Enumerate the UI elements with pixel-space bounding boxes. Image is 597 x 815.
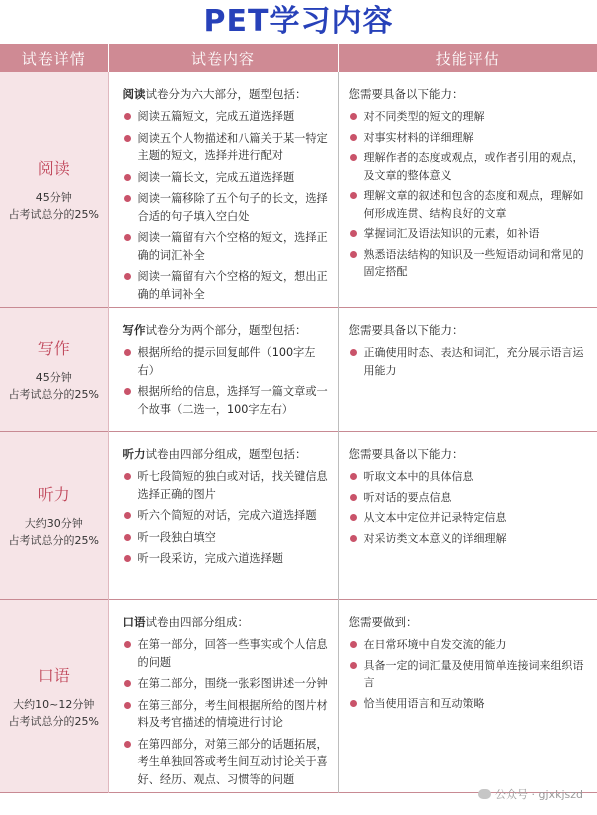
content-intro-title: 听力 [122, 447, 146, 461]
content-item: 阅读五篇短文，完成五道选择题 [123, 108, 332, 126]
skills-intro: 您需要做到： [348, 615, 418, 629]
table-header-row [0, 44, 597, 72]
skills-list [349, 108, 590, 281]
content-intro-text: 试卷由四部分组成，题型包括： [145, 447, 307, 461]
content-item: 在第一部分，回答一些事实或个人信息的问题 [123, 636, 332, 671]
content-item: 根据所给的信息，选择写一篇文章或一个故事（二选一，100字左右） [123, 383, 332, 418]
skill-item: 理解作者的态度或观点，或作者引用的观点，及文章的整体意义 [349, 149, 590, 184]
section-content [108, 72, 338, 308]
section-duration: 大约10~12分钟 [13, 697, 95, 711]
section-content [108, 308, 338, 432]
content-item: 听一段独白填空 [123, 529, 332, 547]
content-item: 听六个简短的对话，完成六道选择题 [123, 507, 332, 525]
watermark-text: 公众号 · gjxkjszd [495, 788, 583, 801]
skill-item: 从文本中定位并记录特定信息 [349, 509, 590, 527]
section-percent: 占考试总分的25% [8, 714, 99, 728]
section-content [108, 600, 338, 793]
content-intro [123, 322, 332, 339]
section-percent: 占考试总分的25% [8, 208, 99, 221]
section-details [0, 72, 108, 308]
section-skills [338, 432, 597, 600]
section-duration: 45分钟 [35, 191, 72, 204]
section-details [0, 432, 108, 600]
content-intro-title: 口语 [122, 615, 146, 629]
section-duration: 45分钟 [35, 371, 72, 384]
content-list [123, 636, 332, 788]
section-name: 阅读 [37, 159, 70, 178]
section-details [0, 308, 108, 432]
content-item: 阅读一篇留有六个空格的短文，想出正确的单词补全 [123, 268, 332, 303]
content-item: 听七段简短的独白或对话，找关键信息选择正确的图片 [123, 468, 332, 503]
skill-item: 对采访类文本意义的详细理解 [349, 530, 590, 548]
content-item: 在第四部分，对第三部分的话题拓展，考生单独回答或考生间互动讨论关于喜好、经历、观点、习惯等的问题 [123, 736, 332, 789]
section-row-writing [0, 308, 597, 432]
content-item: 在第三部分，考生间根据所给的图片材料及考官描述的情境进行讨论 [123, 697, 332, 732]
content-intro [123, 614, 332, 631]
section-skills [338, 600, 597, 793]
content-item: 听一段采访，完成六道选择题 [123, 550, 332, 568]
section-skills [338, 72, 597, 308]
skills-intro: 您需要具备以下能力： [348, 447, 464, 461]
content-intro-title: 阅读 [122, 87, 146, 101]
content-intro [123, 86, 332, 103]
page-title: PET学习内容 [203, 4, 394, 39]
skills-intro: 您需要具备以下能力： [348, 323, 464, 337]
content-item: 阅读一篇移除了五个句子的长文，选择合适的句子填入空白处 [123, 190, 332, 225]
content-intro [123, 446, 332, 463]
skills-intro: 您需要具备以下能力： [348, 87, 464, 101]
wechat-icon [478, 789, 491, 799]
section-percent: 占考试总分的25% [8, 388, 99, 401]
content-list [123, 108, 332, 303]
content-item: 阅读一篇留有六个空格的短文，选择正确的词汇补全 [123, 229, 332, 264]
skill-item: 理解文章的叙述和包含的态度和观点，理解如何形成连贯、结构良好的文章 [349, 187, 590, 222]
skill-item: 在日常环境中自发交流的能力 [349, 636, 590, 654]
section-row-speaking [0, 600, 597, 793]
content-item: 在第二部分，围绕一张彩图讲述一分钟 [123, 675, 332, 693]
header-skill-assessment: 技能评估 [338, 44, 597, 72]
skill-item: 恰当使用语言和互动策略 [349, 695, 590, 713]
section-name: 口语 [37, 665, 70, 685]
section-content [108, 432, 338, 600]
content-intro-text: 试卷分为两个部分，题型包括： [145, 323, 307, 337]
skill-item: 听取文本中的具体信息 [349, 468, 590, 486]
section-row-reading [0, 72, 597, 308]
watermark [478, 786, 583, 802]
content-list [123, 344, 332, 418]
section-skills [338, 308, 597, 432]
skill-item: 熟悉语法结构的知识及一些短语动词和常见的固定搭配 [349, 246, 590, 281]
section-percent: 占考试总分的25% [8, 534, 99, 547]
skill-item: 对不同类型的短文的理解 [349, 108, 590, 126]
skill-item: 具备一定的词汇量及使用简单连接词来组织语言 [349, 657, 590, 692]
section-details [0, 600, 108, 793]
skill-item: 掌握词汇及语法知识的元素，如补语 [349, 225, 590, 243]
skill-item: 听对话的要点信息 [349, 489, 590, 507]
skills-list [349, 636, 590, 712]
section-duration: 大约30分钟 [24, 517, 83, 530]
content-intro-text: 试卷由四部分组成： [145, 615, 249, 629]
skill-item: 对事实材料的详细理解 [349, 129, 590, 147]
header-exam-content: 试卷内容 [108, 44, 338, 72]
section-name: 写作 [37, 339, 70, 358]
content-intro-text: 试卷分为六大部分，题型包括： [145, 87, 307, 101]
header-exam-details: 试卷详情 [0, 44, 108, 72]
content-list [123, 468, 332, 568]
skill-item: 正确使用时态、表达和词汇，充分展示语言运用能力 [349, 344, 590, 379]
exam-content-table [0, 44, 597, 793]
content-intro-title: 写作 [122, 323, 146, 337]
content-item: 阅读五个人物描述和八篇关于某一特定主题的短文，选择并进行配对 [123, 130, 332, 165]
section-name: 听力 [37, 485, 70, 504]
skills-list [349, 468, 590, 547]
skills-list [349, 344, 590, 379]
content-item: 阅读一篇长文，完成五道选择题 [123, 169, 332, 187]
section-row-listening [0, 432, 597, 600]
content-item: 根据所给的提示回复邮件（100字左右） [123, 344, 332, 379]
